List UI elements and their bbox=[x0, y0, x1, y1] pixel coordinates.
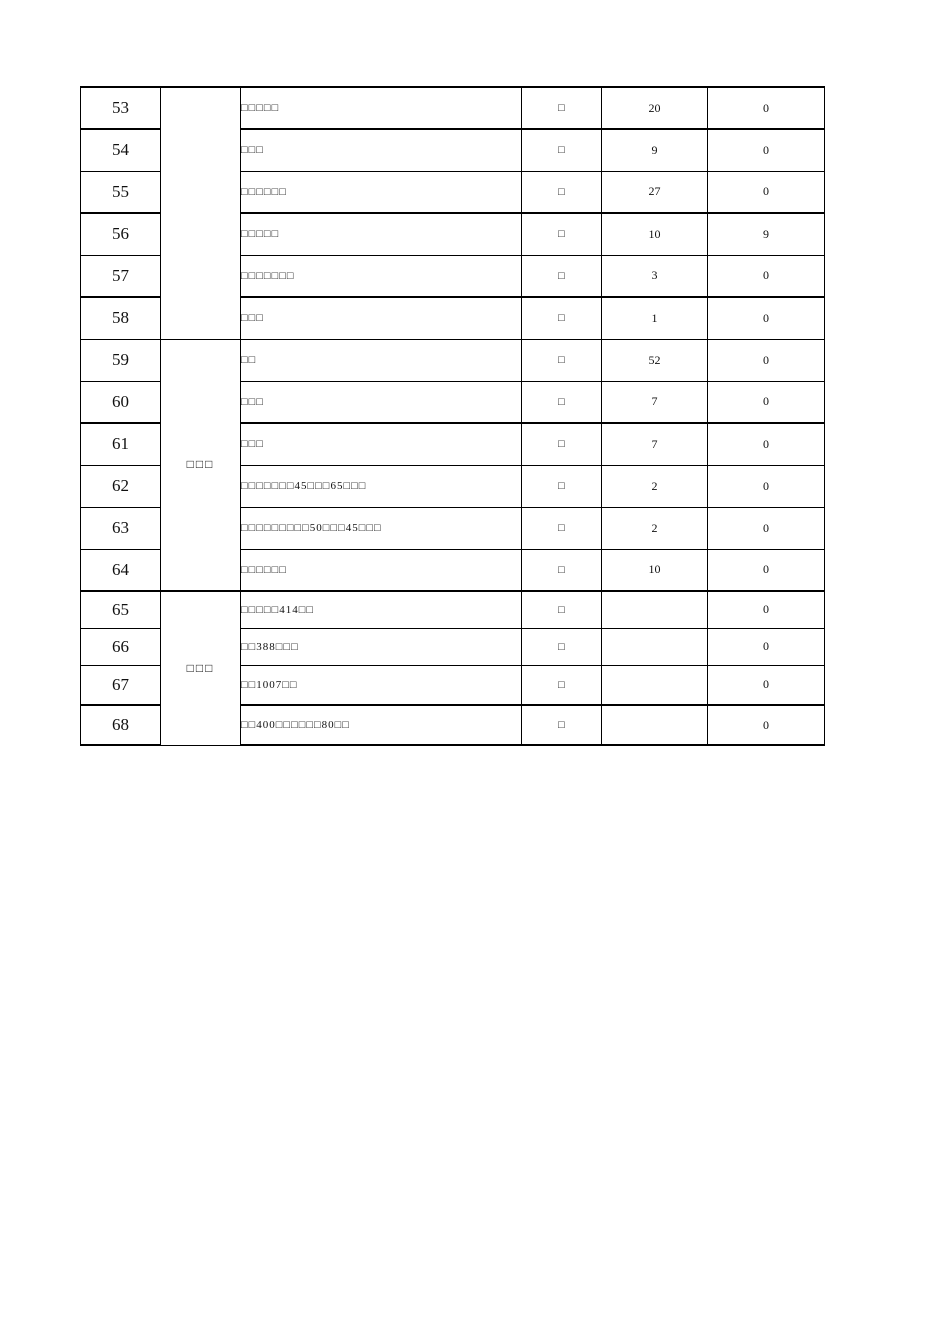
category-cell bbox=[161, 87, 241, 339]
category-cell: □□□ bbox=[161, 339, 241, 591]
row-number: 68 bbox=[81, 705, 161, 745]
item-unit: □ bbox=[522, 171, 602, 213]
item-name: □□ bbox=[241, 339, 522, 381]
item-quantity bbox=[602, 591, 708, 628]
item-quantity: 3 bbox=[602, 255, 708, 297]
item-unit: □ bbox=[522, 705, 602, 745]
item-quantity: 27 bbox=[602, 171, 708, 213]
item-unit: □ bbox=[522, 591, 602, 628]
item-unit: □ bbox=[522, 665, 602, 705]
item-quantity bbox=[602, 665, 708, 705]
row-number: 60 bbox=[81, 381, 161, 423]
item-quantity: 10 bbox=[602, 549, 708, 591]
item-unit: □ bbox=[522, 549, 602, 591]
row-number: 58 bbox=[81, 297, 161, 339]
item-value: 0 bbox=[708, 381, 825, 423]
item-quantity bbox=[602, 705, 708, 745]
row-number: 64 bbox=[81, 549, 161, 591]
item-value: 0 bbox=[708, 507, 825, 549]
row-number: 53 bbox=[81, 87, 161, 129]
item-quantity: 7 bbox=[602, 381, 708, 423]
item-unit: □ bbox=[522, 381, 602, 423]
item-value: 9 bbox=[708, 213, 825, 255]
item-name: □□□ bbox=[241, 381, 522, 423]
item-unit: □ bbox=[522, 628, 602, 665]
item-value: 0 bbox=[708, 549, 825, 591]
row-number: 55 bbox=[81, 171, 161, 213]
item-value: 0 bbox=[708, 465, 825, 507]
item-quantity: 9 bbox=[602, 129, 708, 171]
item-quantity: 2 bbox=[602, 507, 708, 549]
item-value: 0 bbox=[708, 591, 825, 628]
table-row bbox=[81, 591, 825, 628]
item-value: 0 bbox=[708, 665, 825, 705]
category-cell: □□□ bbox=[161, 591, 241, 745]
item-name: □□388□□□ bbox=[241, 628, 522, 665]
item-value: 0 bbox=[708, 628, 825, 665]
item-name: □□□□□□□45□□□65□□□ bbox=[241, 465, 522, 507]
row-number: 61 bbox=[81, 423, 161, 465]
item-name: □□□□□□□□□50□□□45□□□ bbox=[241, 507, 522, 549]
item-quantity: 20 bbox=[602, 87, 708, 129]
item-unit: □ bbox=[522, 423, 602, 465]
table-row bbox=[81, 87, 825, 129]
item-value: 0 bbox=[708, 423, 825, 465]
item-name: □□□ bbox=[241, 297, 522, 339]
item-quantity: 7 bbox=[602, 423, 708, 465]
item-value: 0 bbox=[708, 339, 825, 381]
inventory-table bbox=[80, 86, 825, 746]
item-name: □□□□□□ bbox=[241, 171, 522, 213]
row-number: 56 bbox=[81, 213, 161, 255]
row-number: 57 bbox=[81, 255, 161, 297]
item-name: □□400□□□□□□80□□ bbox=[241, 705, 522, 745]
item-name: □□□□□ bbox=[241, 87, 522, 129]
row-number: 63 bbox=[81, 507, 161, 549]
item-quantity: 52 bbox=[602, 339, 708, 381]
item-unit: □ bbox=[522, 465, 602, 507]
item-value: 0 bbox=[708, 705, 825, 745]
item-unit: □ bbox=[522, 87, 602, 129]
row-number: 67 bbox=[81, 665, 161, 705]
item-value: 0 bbox=[708, 255, 825, 297]
item-name: □□□□□□ bbox=[241, 549, 522, 591]
row-number: 62 bbox=[81, 465, 161, 507]
item-unit: □ bbox=[522, 129, 602, 171]
item-name: □□□□□414□□ bbox=[241, 591, 522, 628]
item-unit: □ bbox=[522, 507, 602, 549]
row-number: 54 bbox=[81, 129, 161, 171]
item-quantity: 1 bbox=[602, 297, 708, 339]
item-unit: □ bbox=[522, 297, 602, 339]
item-value: 0 bbox=[708, 297, 825, 339]
row-number: 66 bbox=[81, 628, 161, 665]
item-quantity: 2 bbox=[602, 465, 708, 507]
item-value: 0 bbox=[708, 171, 825, 213]
item-unit: □ bbox=[522, 213, 602, 255]
item-quantity: 10 bbox=[602, 213, 708, 255]
item-value: 0 bbox=[708, 129, 825, 171]
item-unit: □ bbox=[522, 339, 602, 381]
table-row bbox=[81, 339, 825, 381]
item-value: 0 bbox=[708, 87, 825, 129]
item-name: □□□□□□□ bbox=[241, 255, 522, 297]
item-name: □□□ bbox=[241, 129, 522, 171]
item-name: □□□ bbox=[241, 423, 522, 465]
row-number: 65 bbox=[81, 591, 161, 628]
item-name: □□1007□□ bbox=[241, 665, 522, 705]
item-name: □□□□□ bbox=[241, 213, 522, 255]
item-quantity bbox=[602, 628, 708, 665]
item-unit: □ bbox=[522, 255, 602, 297]
row-number: 59 bbox=[81, 339, 161, 381]
